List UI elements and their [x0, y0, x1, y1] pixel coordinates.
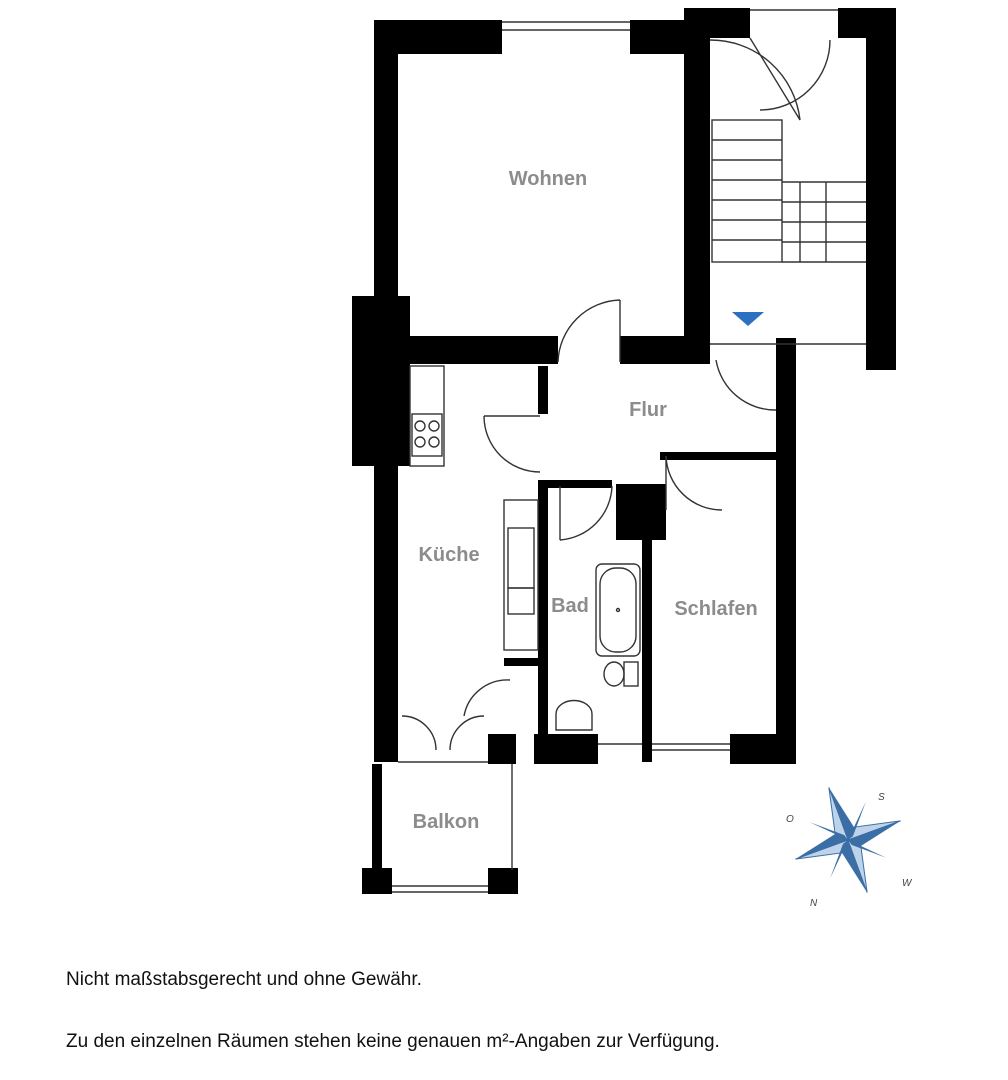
room-label-balkon: Balkon	[412, 811, 480, 833]
walls	[352, 8, 896, 894]
room-label-kueche: Küche	[418, 544, 480, 566]
compass-rose-icon	[776, 768, 920, 912]
disclaimer-note: Nicht maßstabsgerecht und ohne Gewähr.	[66, 969, 422, 990]
room-label-bad: Bad	[551, 595, 589, 617]
compass-letter-s: S	[878, 792, 885, 803]
compass-letter-w: W	[902, 878, 912, 889]
entrance-marker-icon	[732, 312, 764, 326]
room-label-wohnen: Wohnen	[508, 168, 588, 190]
room-label-schlafen: Schlafen	[674, 598, 758, 620]
room-label-flur: Flur	[629, 399, 667, 421]
compass-letter-o: O	[786, 814, 794, 825]
area-note: Zu den einzelnen Räumen stehen keine genauen m²-Angaben zur Verfügung.	[66, 1031, 720, 1052]
compass-letter-n: N	[810, 898, 818, 909]
